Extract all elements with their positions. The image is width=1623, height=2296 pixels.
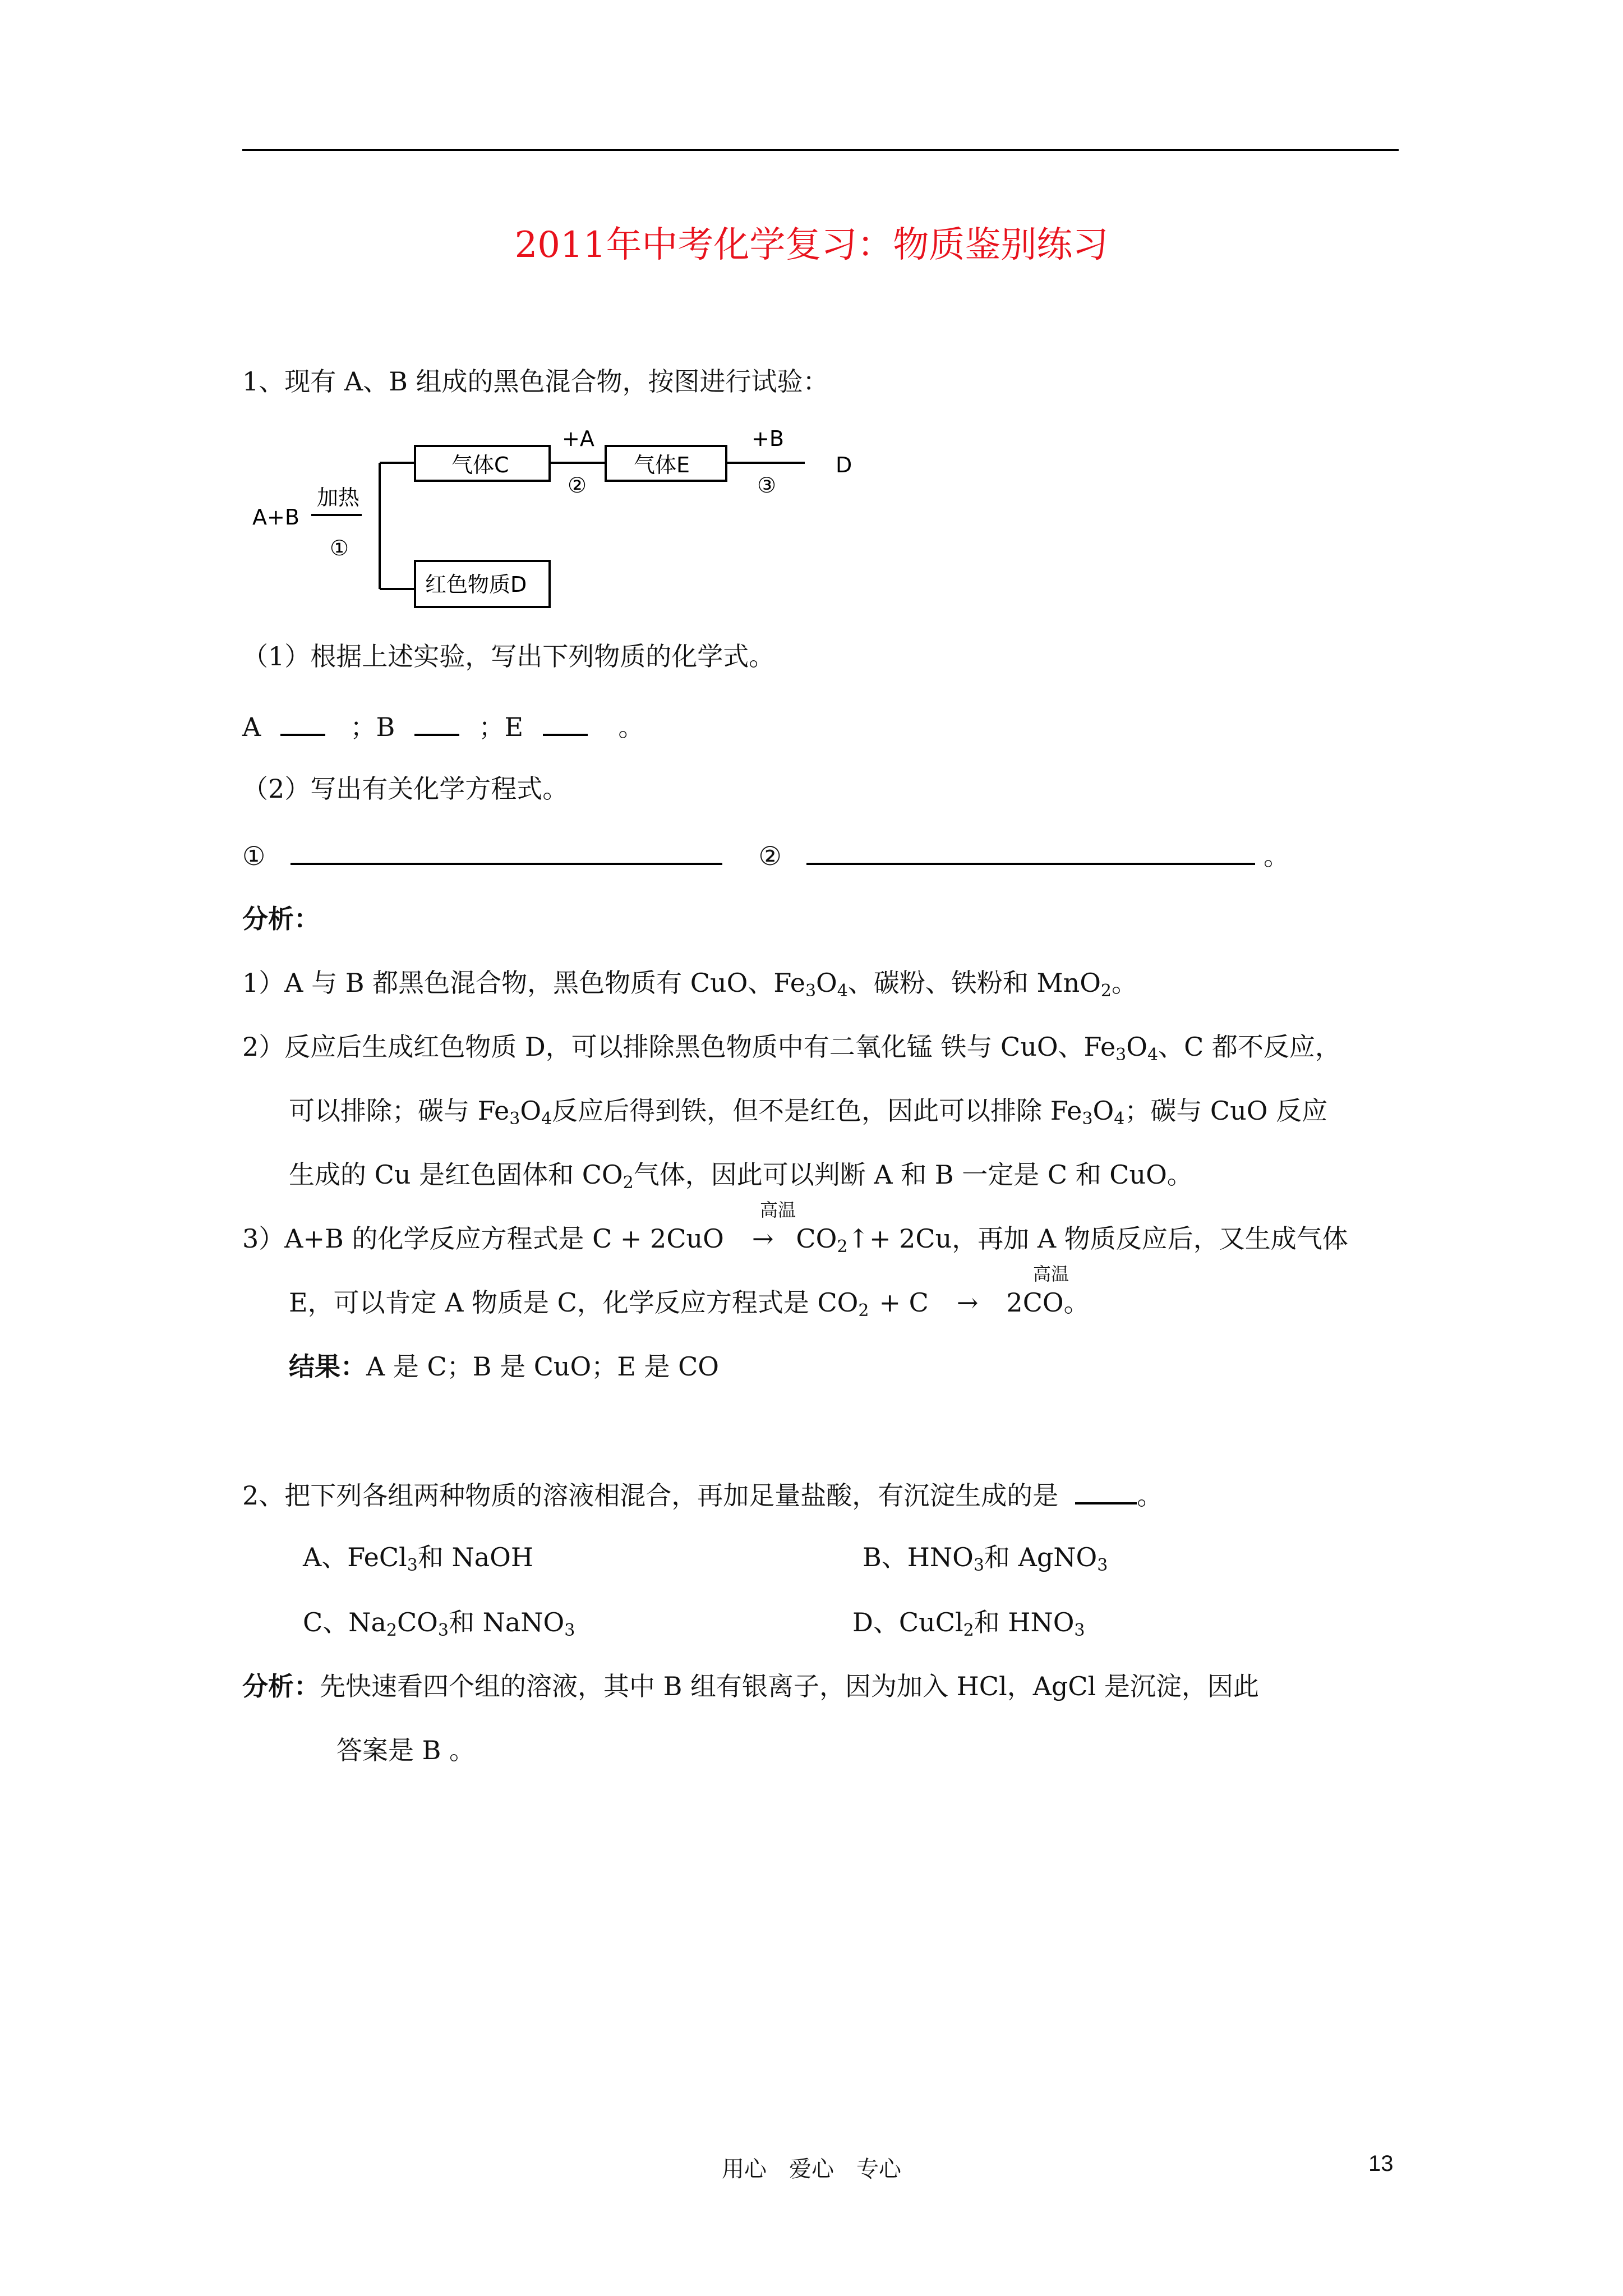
header-rule bbox=[242, 149, 1399, 151]
experiment-flow-diagram bbox=[247, 421, 892, 617]
blank-b-label: ；B bbox=[350, 712, 395, 742]
blank-b-input[interactable] bbox=[414, 708, 459, 736]
analysis-line-2b: 可以排除；碳与 $Fe_3O_4$反应后得到铁，但不是红色，因此可以排除 $Fe_3O_4$；碳与 CuO 反应 bbox=[289, 1096, 1328, 1129]
reaction-arrow-1: → bbox=[751, 1223, 774, 1254]
analysis-line-1: 1）A 与 B 都黑色混合物，黑色物质有 CuO、$Fe_3O_4$、碳粉、铁粉和 MnO$_2$。 bbox=[242, 968, 1137, 1001]
reaction-arrow-2: → bbox=[956, 1287, 979, 1318]
q2-option-d: D、CuCl$_2$和 $HNO_3$ bbox=[852, 1607, 1085, 1640]
q1-formula-blanks bbox=[242, 708, 644, 744]
q2-analysis-line-1: 分析：先快速看四个组的溶液，其中 B 组有银离子，因为加入 HCl，AgCl 是沉淀，因此 bbox=[242, 1671, 1259, 1701]
start-label: A+B bbox=[252, 505, 299, 530]
q2-answer-input[interactable] bbox=[1075, 1476, 1137, 1504]
blank-e-label: ；E bbox=[478, 712, 524, 742]
q1-analysis-label: 分析： bbox=[242, 904, 320, 934]
q2-option-b: B、$HNO_3$和 AgNO$_3$ bbox=[863, 1542, 1108, 1575]
eq1-input[interactable] bbox=[291, 837, 722, 865]
condition-high-temp-1: 高温 bbox=[760, 1199, 796, 1221]
gas-e-label: 气体E bbox=[634, 453, 690, 477]
blank-a-label: A bbox=[242, 712, 261, 742]
q1-part1: （1）根据上述实验，写出下列物质的化学式。 bbox=[242, 641, 775, 671]
analysis-line-3b: E，可以肯定 A 物质是 C，化学反应方程式是 $CO_2 + C \to 2CO$。 bbox=[289, 1287, 1090, 1320]
blank-a-input[interactable] bbox=[280, 708, 325, 736]
analysis-line-2a: 2）反应后生成红色物质 D，可以排除黑色物质中有二氧化锰 铁与 CuO、$Fe_3O_4$、C 都不反应， bbox=[242, 1032, 1341, 1065]
page-number: 13 bbox=[1368, 2151, 1394, 2176]
q2-analysis-line-2: 答案是 B 。 bbox=[336, 1735, 476, 1765]
step2-label: ② bbox=[568, 473, 587, 498]
analysis-line-2c: 生成的 Cu 是红色固体和 $CO_2$气体，因此可以判断 A 和 B 一定是 C 和 CuO。 bbox=[289, 1159, 1193, 1193]
eq2-label: ② bbox=[758, 841, 782, 871]
condition-high-temp-2: 高温 bbox=[1033, 1263, 1069, 1285]
q2-stem: 2、把下列各组两种物质的溶液相混合，再加足量盐酸，有沉淀生成的是 。 bbox=[242, 1476, 1163, 1512]
blank-e-input[interactable] bbox=[543, 708, 588, 736]
eq-end: 。 bbox=[1264, 841, 1289, 871]
eq1-label: ① bbox=[242, 841, 266, 871]
q1-part2: （2）写出有关化学方程式。 bbox=[242, 774, 569, 804]
heat-label: 加热 bbox=[317, 485, 360, 510]
document-title: 2011年中考化学复习：物质鉴别练习 bbox=[514, 224, 1109, 266]
plus-b-label: +B bbox=[751, 426, 784, 451]
analysis-line-3a: 3）A+B 的化学反应方程式是 $C + 2CuO \to CO_2↑+ 2Cu$，再加 A 物质反应后，又生成气体 bbox=[242, 1223, 1348, 1257]
q2-option-c: C、$Na_2CO_3$和 NaNO$_3$ bbox=[303, 1607, 575, 1640]
gas-c-label: 气体C bbox=[451, 453, 509, 477]
q1-result: 结果：A 是 C；B 是 CuO；E 是 CO bbox=[289, 1351, 719, 1382]
page-footer: 用心 爱心 专心 bbox=[722, 2156, 901, 2182]
red-d-label: 红色物质D bbox=[425, 572, 527, 597]
q1-stem: 1、现有 A、B 组成的黑色混合物，按图进行试验： bbox=[242, 366, 829, 397]
q1-equation-blanks bbox=[242, 837, 1289, 873]
plus-a-label: +A bbox=[562, 426, 594, 451]
d-label: D bbox=[836, 453, 852, 477]
step1-label: ① bbox=[330, 536, 349, 560]
step3-label: ③ bbox=[757, 473, 777, 498]
blanks-end: 。 bbox=[618, 712, 644, 742]
eq2-input[interactable] bbox=[806, 837, 1255, 865]
q2-option-a: A、FeCl$_3$和 NaOH bbox=[303, 1542, 533, 1575]
